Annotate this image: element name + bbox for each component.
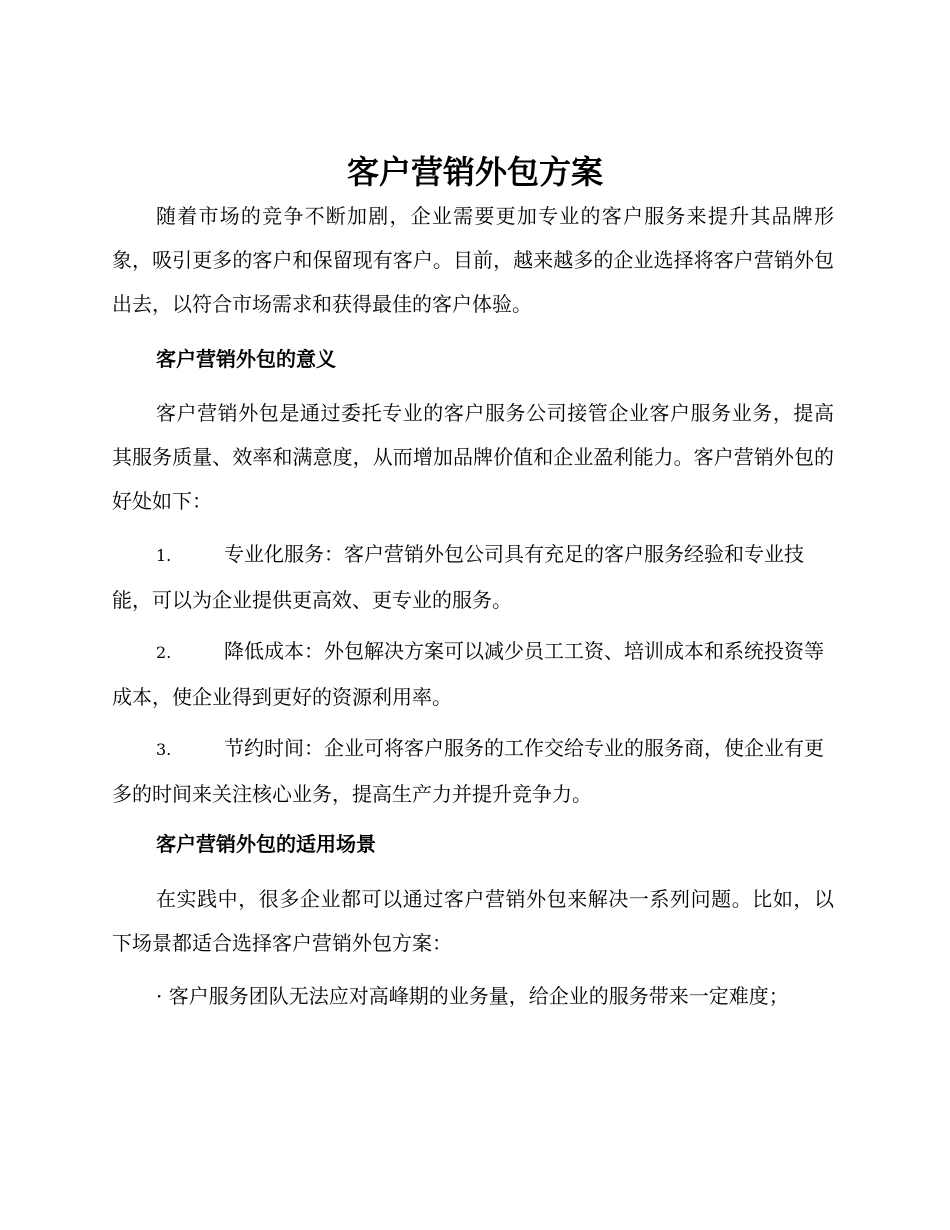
list-item xyxy=(112,629,834,719)
scenarios-paragraph: 在实践中，很多企业都可以通过客户营销外包来解决一系列问题。比如，以下场景都适合选择客户营销外包方案： xyxy=(112,887,834,955)
list-number: 1. xyxy=(156,546,172,565)
list-number: 2. xyxy=(156,643,172,662)
list-number: 3. xyxy=(156,740,172,759)
section-heading-scenarios: 客户营销外包的适用场景 xyxy=(156,832,376,856)
list-item-text: 节约时间：企业可将客户服务的工作交给专业的服务商，使企业有更多的时间来关注核心业务，提高生产力并提升竞争力。 xyxy=(112,736,824,806)
bullet-item: · 客户服务团队无法应对高峰期的业务量，给企业的服务带来一定难度； xyxy=(156,984,789,1008)
list-item xyxy=(112,726,834,816)
list-item-text: 降低成本：外包解决方案可以减少员工工资、培训成本和系统投资等成本，使企业得到更好的资源利用率。 xyxy=(112,639,824,709)
document-title: 客户营销外包方案 xyxy=(346,153,603,191)
significance-paragraph: 客户营销外包是通过委托专业的客户服务公司接管企业客户服务业务，提高其服务质量、效率和满意度，从而增加品牌价值和企业盈利能力。客户营销外包的好处如下： xyxy=(112,401,834,513)
intro-paragraph: 随着市场的竞争不断加剧，企业需要更加专业的客户服务来提升其品牌形象，吸引更多的客户和保留现有客户。目前，越来越多的企业选择将客户营销外包出去，以符合市场需求和获得最佳的客户体验。 xyxy=(112,204,834,316)
list-item-text: 专业化服务：客户营销外包公司具有充足的客户服务经验和专业技能，可以为企业提供更高效、更专业的服务。 xyxy=(112,542,804,612)
section-heading-significance: 客户营销外包的意义 xyxy=(156,347,336,371)
list-item xyxy=(112,532,834,622)
